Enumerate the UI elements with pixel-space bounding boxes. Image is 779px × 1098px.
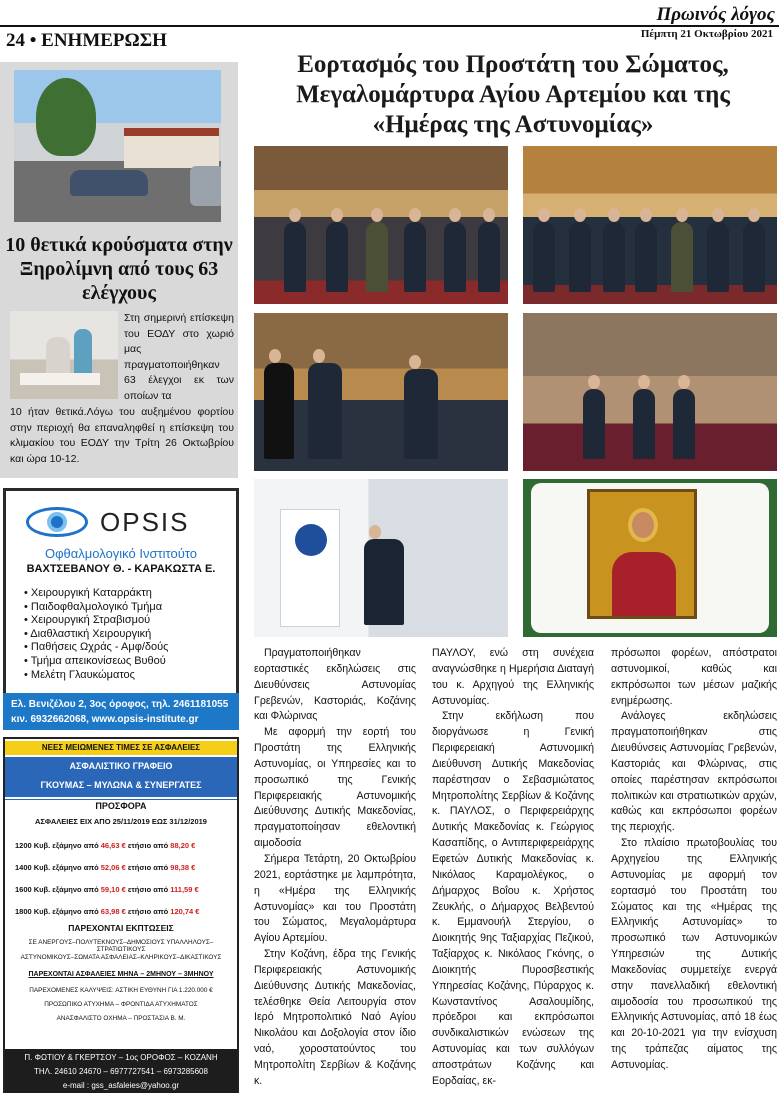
insurance-office-banner: [5, 757, 237, 797]
ceremony-photo-1: [254, 146, 508, 304]
article-paragraph: Σήμερα Τετάρτη, 20 Οκτωβρίου 2021, εορτάστηκε με λαμπρότητα, η «Ημέρα της Ελληνικής Αστυνομίας» και του Προστάτη του Σώματος, Μεγαλομάρτυρα Αγίου Αρτεμίου.: [254, 852, 416, 945]
ceremony-photo-2: [523, 146, 777, 304]
opsis-doctors: ΒΑΧΤΣΕΒΑΝΟΥ Θ. - ΚΑΡΑΚΩΣΤΑ Ε.: [26, 563, 216, 575]
opsis-service-item: • Τμήμα απεικονίσεως Βυθού: [24, 654, 166, 667]
insurance-groups-2: ΑΣΤΥΝΟΜΙΚΟΥΣ–ΣΩΜΑΤΑ ΑΣΦΑΛΕΙΑΣ–ΚΛΗΡΙΚΟΥΣ–ΔΙΚΑΣΤΙΚΟΥΣ: [20, 954, 222, 961]
insurance-discounts: ΠΑΡΕΧΟΝΤΑΙ ΕΚΠΤΩΣΕΙΣ: [68, 923, 174, 933]
insurance-monthly: ΠΑΡΕΧΟΝΤΑΙ ΑΣΦΑΛΕΙΕΣ ΜΗΝΑ – 2ΜΗΝΟΥ – 3ΜΗΝΟΥ: [28, 971, 214, 978]
opsis-service-item: • Μελέτη Γλαυκώματος: [24, 668, 135, 681]
sidebar-headline: 10 θετικά κρούσματα στην Ξηρολίμνη από τους 63 ελέγχους: [5, 234, 233, 304]
opsis-services-list: [24, 587, 224, 682]
opsis-contact-bar: [3, 693, 239, 730]
police-emblem-icon: [295, 524, 327, 556]
insurance-groups-1: ΣΕ ΑΝΕΡΓΟΥΣ–ΠΟΛΥΤΕΚΝΟΥΣ–ΔΗΜΟΣΙΟΥΣ ΥΠΑΛΛΗΛΟΥΣ–ΣΤΡΑΤΙΩΤΙΚΟΥΣ: [28, 939, 214, 953]
insurance-advertisement: [3, 737, 239, 1093]
ceremony-photo-3: [254, 313, 508, 471]
opsis-service-item: • Διαθλαστική Χειρουργική: [24, 627, 152, 640]
rate-row: 1800 Κυβ. εξάμηνο από 63,98 € ετήσιο από 120,74 €: [15, 907, 200, 916]
village-photo: [14, 70, 221, 222]
opsis-service-item: • Παιδοφθαλμολογικό Τμήμα: [24, 600, 163, 613]
article-paragraph: Στην εκδήλωση που διοργάνωσε η Γενική Περιφερειακή Αστυνομική Διεύθυνση Δυτικής Μακεδονίας παρέστησαν ο Σεβασμιώτατος Μητροπολίτης Σερβίων & Κοζάνης κ. ΠΑΥΛΟΣ, ο Περιφερειάρχης Δυτικής Μακεδονίας κ. Γεώργιος Κασαπίδης, ο Αντιπεριφερειάρχης Εφετών Δυτικής Μακεδονίας κ. Νικόλαος Καραμολέγκος, ο Δήμαρχος Βοΐου κ. Χρήστος Ζευκλής, ο Δήμαρχος Βελβεντού κ. Εμμανουήλ Στεργίου, ο Διοικητής 9ης Ταξιαρχίας Πεζικού, Ταξίαρχος κ. Νικόλαος Γκόνης, ο Διοικητής Πυροσβεστικής Υπηρεσίας Κοζάνης, Πύραρχος κ. Κωνσταντίνος Ασαλουμίδης, πρόεδροι και εκπρόσωποι συνδικαλιστικών ενώσεων της Αστυνομίας και των συλλόγων αποστράτων Κοζάνης και Εορδαίας, εκ-: [432, 710, 594, 1087]
article-column-3: [611, 646, 777, 1074]
insurance-phones: ΤΗΛ. 24610 24670 – 6977727541 – 6973285608: [34, 1067, 208, 1076]
article-column-1: [254, 646, 416, 1090]
article-headline: Εορτασμός του Προστάτη του Σώματος, Μεγαλομάρτυρα Αγίου Αρτεμίου και της «Ημέρας της Αστυνομίας»: [296, 51, 730, 138]
rate-row: 1200 Κυβ. εξάμηνο από 46,63 € ετήσιο από 88,20 €: [15, 841, 196, 850]
rate-row: 1600 Κυβ. εξάμηνο από 59,10 € ετήσιο από 111,59 €: [15, 885, 199, 894]
insurance-office: ΑΣΦΑΛΙΣΤΙΚΟ ΓΡΑΦΕΙΟ: [69, 761, 173, 771]
rate-row: 1400 Κυβ. εξάμηνο από 52,06 € ετήσιο από 98,38 €: [15, 863, 196, 872]
article-paragraph: Ανάλογες εκδηλώσεις πραγματοποιήθηκαν στις Διευθύνσεις Αστυνομίας Γρεβενών, Καστοριάς και Φλώρινας, στις οποίες παρέστησαν εκπρόσωποι πολιτικών και στρατιωτικών αρχών, καθώς και εκπρόσωποι φορέων της περιοχής.: [611, 710, 777, 834]
insurance-partners: ΓΚΟΥΜΑΣ – ΜΥΛΩΝΑ & ΣΥΝΕΡΓΑΤΕΣ: [40, 780, 202, 790]
article-paragraph: πρόσωποι φορέων, απόστρατοι αστυνομικοί, καθώς και εκπρόσωποι των μέσων μαζικής ενημέρωσης.: [611, 647, 777, 707]
sidebar-paragraph-bottom: 10 ήταν θετικά.Λόγω του αυξημένου φορτίου στην περιοχή θα επαναληφθεί η επίσκεψη του κλιμακίου του ΕΟΔΥ την Τρίτη 26 Οκτωβρίου και ώρα 10-12.: [10, 406, 234, 465]
opsis-advertisement: [3, 488, 239, 730]
opsis-service-item: • Παθήσεις Ωχράς - Αμφ/δούς: [24, 641, 169, 654]
header-rule: [0, 25, 779, 27]
saint-icon: [587, 489, 697, 619]
opsis-address: Ελ. Βενιζέλου 2, 3ος όροφος, τηλ. 2461181055: [11, 699, 229, 710]
insurance-address: Π. ΦΩΤΙΟΥ & ΓΚΕΡΤΣΟΥ – 1ος ΟΡΟΦΟΣ – ΚΟΖΑΝΗ: [24, 1053, 218, 1062]
article-paragraph: Στο πλαίσιο πρωτοβουλίας του Αρχηγείου της Ελληνικής Αστυνομίας με αφορμή τον εορτασμό του Προστάτη του Σώματος και της «Ημέρας της Ελληνικής Αστυνομίας» το προσωπικό των Αστυνομικών Υπηρεσιών της Δυτικής Μακεδονίας συμμετείχε ενεργά στην πανελλαδική εθελοντική αιμοδοσία του προσωπικού της Ελληνικής Αστυνομίας, από 18 έως και 20-10-2021 για την ενίσχυση της τράπεζας αίματος της Αστυνομίας.: [611, 837, 777, 1071]
insurance-email: e-mail : gss_asfaleies@yahoo.gr: [62, 1081, 180, 1090]
insurance-cover-3: ΑΝΑΣΦΑΛΙΣΤΟ ΟΧΗΜΑ – ΠΡΟΣΤΑΣΙΑ Β. Μ.: [56, 1015, 186, 1022]
eye-logo-icon: [26, 507, 88, 537]
opsis-service-item: • Χειρουργική Καταρράκτη: [24, 587, 152, 599]
article-paragraph: Με αφορμή την εορτή του Προστάτη της Ελληνικής Αστυνομίας, οι Υπηρεσίες και το προσωπικό της Γενικής Περιφερειακής Αστυνομικής Διεύθυνσης Δυτικής Μακεδονίας, πραγματοποίησαν εθελοντική αιμοδοσία: [254, 726, 416, 850]
opsis-institute: Οφθαλμολογικό Ινστιτούτο: [45, 546, 197, 561]
newspaper-masthead: Πρωινός λόγος: [656, 4, 775, 25]
article-paragraph: ΠΑΥΛΟΥ, ενώ στη συνέχεια αναγνώσθηκε η Ημερήσια Διαταγή του κ. Αρχηγού της Ελληνικής Αστυνομίας.: [432, 647, 594, 707]
article-paragraph: Στην Κοζάνη, έδρα της Γενικής Περιφερειακής Αστυνομικής Διεύθυνσης Δυτικής Μακεδονίας, τελέσθηκε Θεία Λειτουργία στον Ιερό Μητροπολιτικό Ναό Αγίου Νικολάου και Δοξολογία στον ίδιο ναό, χοροστατούντος του Μητροπολίτη Σερβίων & Κοζάνης κ.: [254, 948, 416, 1087]
testing-photo: [10, 311, 118, 399]
insurance-offer-title: ΠΡΟΣΦΟΡΑ: [95, 801, 147, 811]
speech-photo: [254, 479, 508, 637]
ceremony-photo-4: [523, 313, 777, 471]
insurance-cover-2: ΠΡΟΣΩΠΙΚΟ ΑΤΥΧΗΜΑ – ΦΡΟΝΤΙΔΑ ΑΤΥΧΗΜΑΤΟΣ: [44, 1001, 198, 1008]
article-column-2: [432, 646, 594, 1090]
issue-date: Πέμπτη 21 Οκτωβρίου 2021: [640, 28, 773, 40]
police-banner: [280, 509, 340, 627]
insurance-cover-1: ΠΑΡΕΧΟΜΕΝΕΣ ΚΑΛΥΨΕΙΣ: ΑΣΤΙΚΗ ΕΥΘΥΝΗ ΓΙΑ 1.220.000 €: [29, 987, 213, 994]
article-paragraph: Πραγματοποιήθηκαν εορταστικές εκδηλώσεις στις Διευθύνσεις Αστυνομίας Γρεβενών, Καστοριάς, Κοζάνης και Φλώρινας: [254, 647, 416, 723]
opsis-website: κιν. 6932662068, www.opsis-institute.gr: [11, 714, 199, 725]
insurance-contact-bar: [5, 1049, 237, 1093]
insurance-top-banner: ΝΕΕΣ ΜΕΙΩΜΕΝΕΣ ΤΙΜΕΣ ΣΕ ΑΣΦΑΛΕΙΕΣ: [5, 741, 237, 755]
insurance-rates: [15, 835, 230, 923]
page-section-label: 24 • ΕΝΗΜΕΡΩΣΗ: [6, 30, 167, 51]
sidebar-paragraph-top: Στη σημερινή επίσκεψη του ΕΟΔΥ στο χωριό μας πραγματοποιήθηκαν 63 έλεγχοι εκ των οποίων τα: [124, 312, 234, 402]
icon-photo: [523, 479, 777, 637]
opsis-brand: OPSIS: [100, 507, 190, 537]
opsis-service-item: • Χειρουργική Στραβισμού: [24, 614, 151, 627]
insurance-offer-period: ΑΣΦΑΛΕΙΕΣ ΕΙΧ ΑΠΟ 25/11/2019 ΕΩΣ 31/12/2019: [35, 817, 207, 826]
